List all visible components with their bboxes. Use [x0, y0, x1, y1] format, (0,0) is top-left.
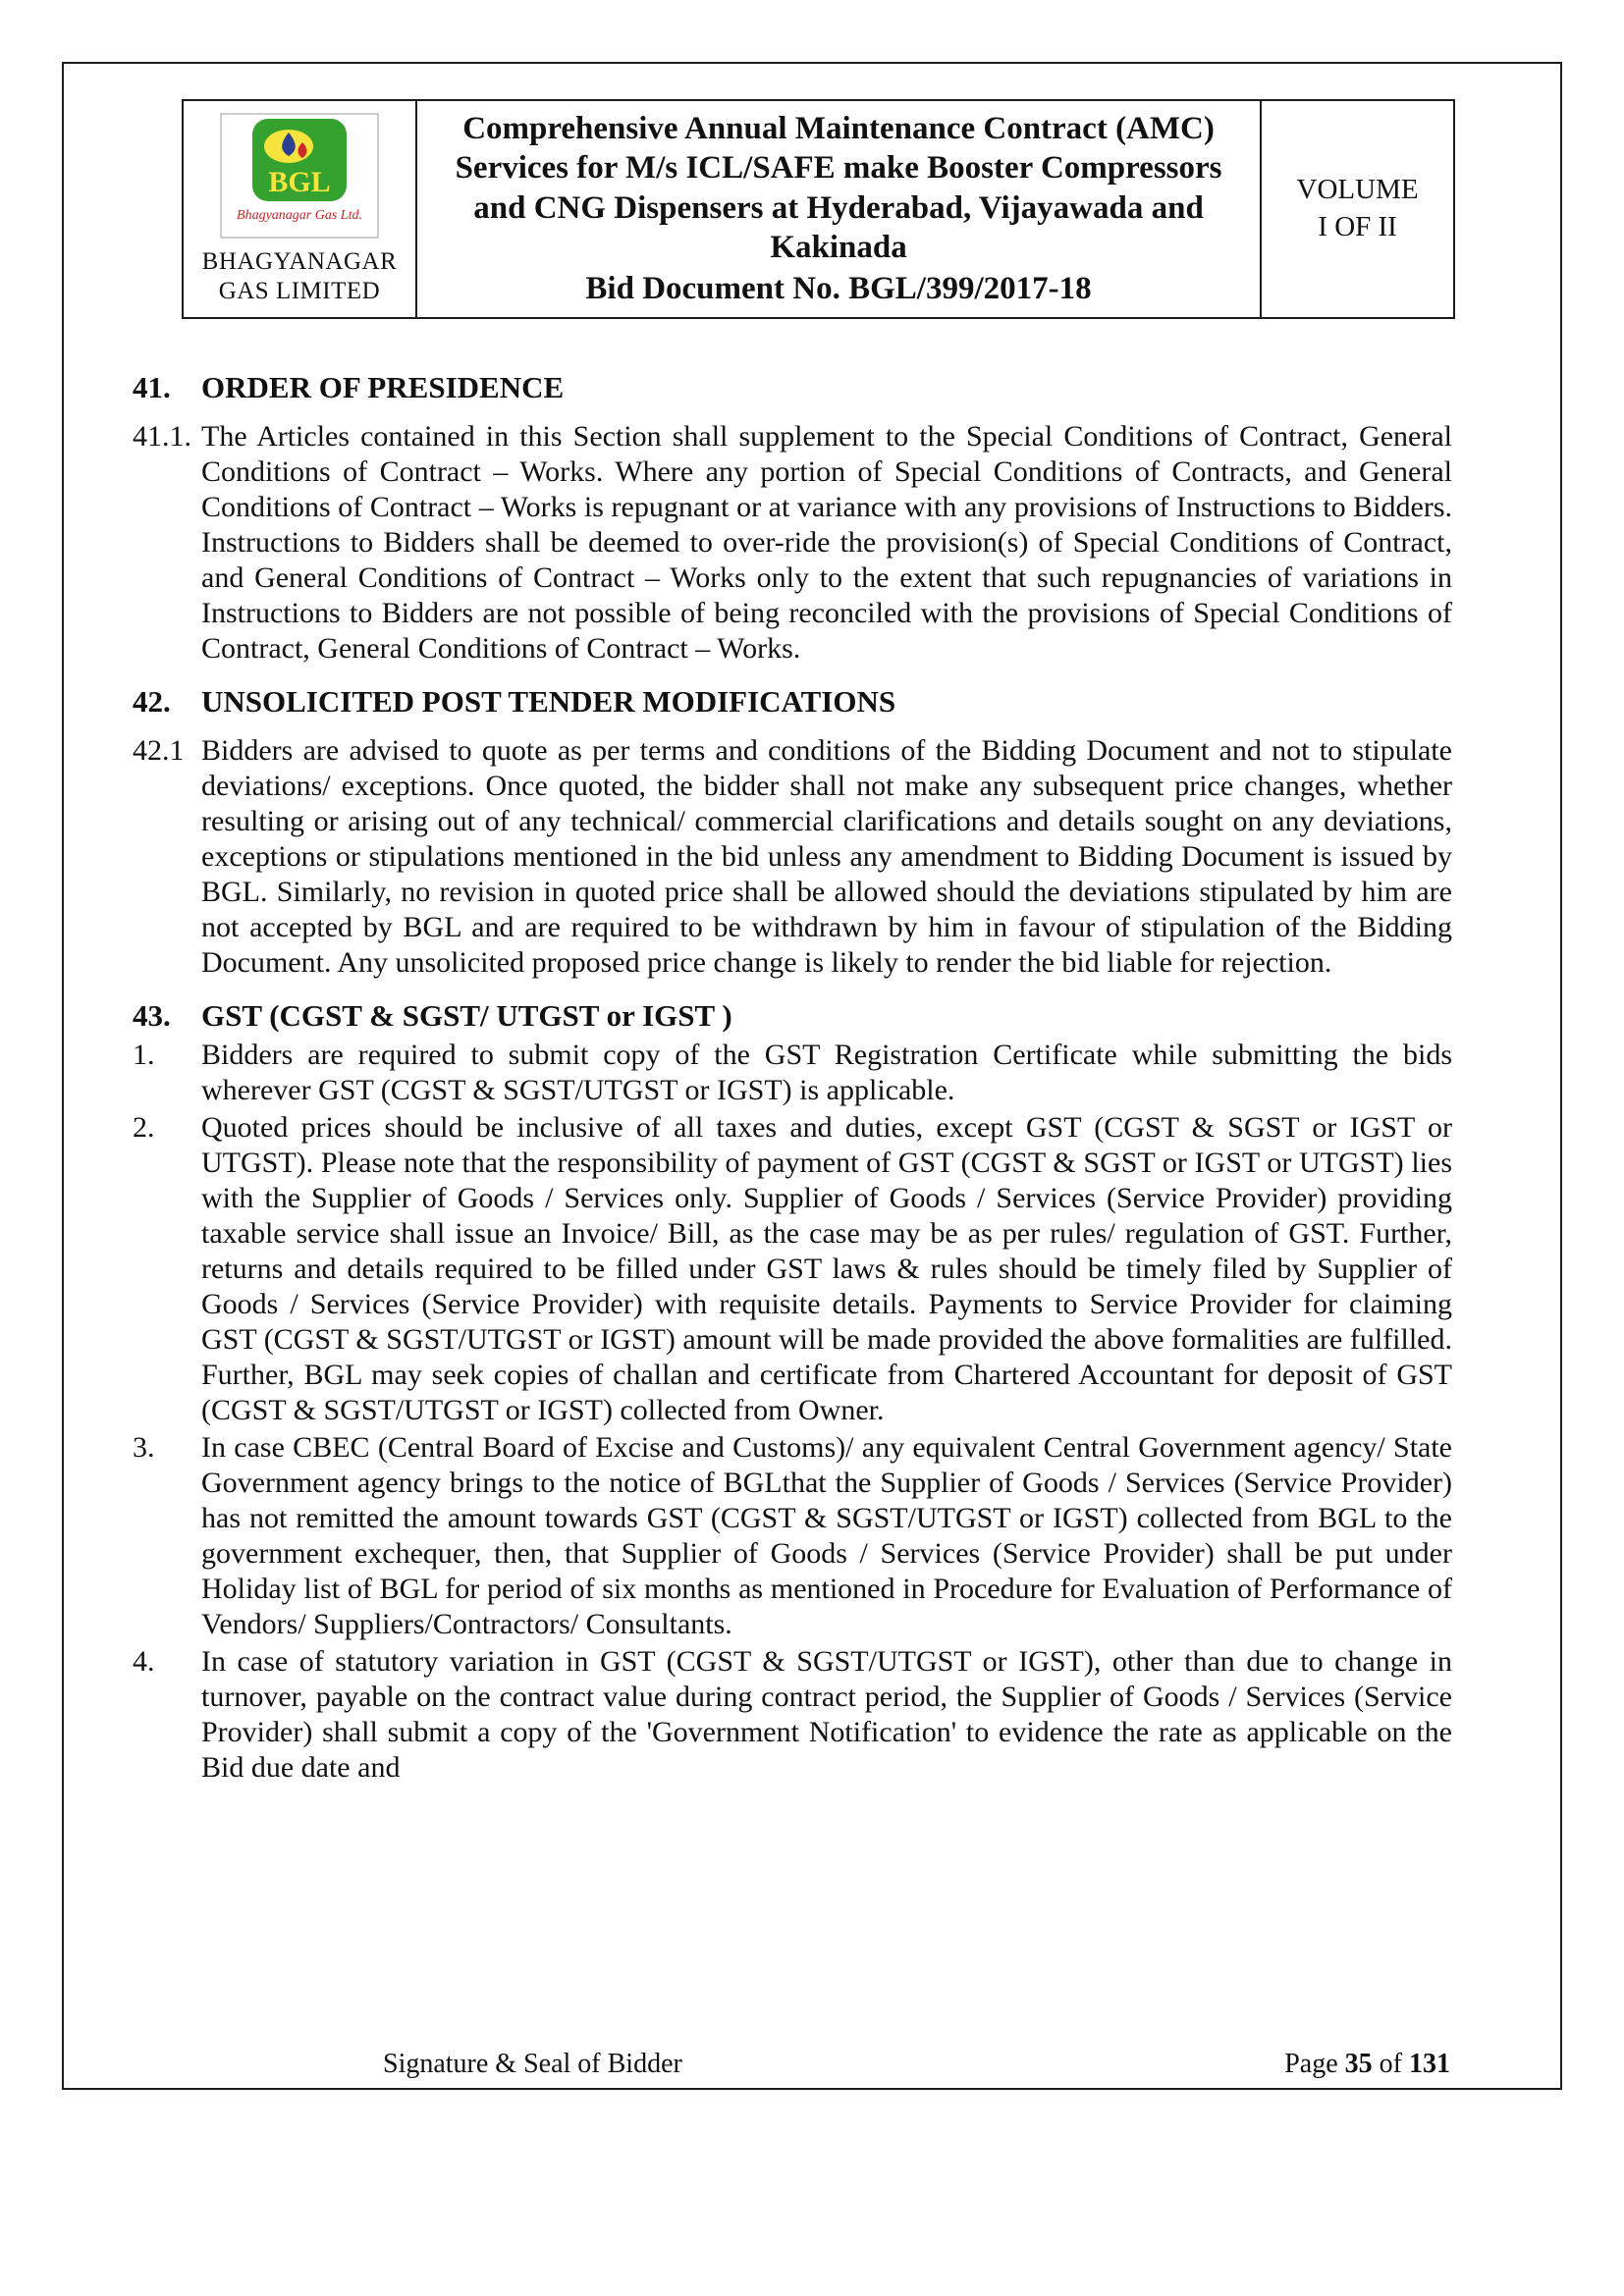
- document-title: Comprehensive Annual Maintenance Contract (AMC) Services for M/s ICL/SAFE make Booster Compressors and CNG Dispensers at Hyderabad, Vijayawada and Kakinada: [455, 111, 1222, 265]
- section-41-heading: [133, 370, 1452, 405]
- svg-text:BGL: BGL: [268, 165, 331, 198]
- clause-42-1: [133, 733, 1452, 981]
- clause-text: Bidders are required to submit copy of the GST Registration Certificate while submitting the bids wherever GST (CGST & SGST/UTGST or IGST) is applicable.: [201, 1039, 1452, 1107]
- bid-document-number: Bid Document No. BGL/399/2017-18: [585, 271, 1092, 306]
- clause-number: 4.: [133, 1645, 155, 1679]
- page-number: 35: [1344, 2049, 1373, 2079]
- svg-text:Bhagyanagar Gas Ltd.: Bhagyanagar Gas Ltd.: [236, 207, 362, 223]
- clause-text: In case CBEC (Central Board of Excise and Customs)/ any equivalent Central Government agency/ State Government agency brings to the notice of BGLthat the Supplier of Goods / Services (Service Provider) has not remitted the amount towards GST (CGST & SGST/UTGST or IGST) collected from BGL to the government exchequer, then, that Supplier of Goods / Services (Service Provider) shall be put under Holiday list of BGL for period of six months as mentioned in Procedure for Evaluation of Performance of Vendors/ Suppliers/Contractors/ Consultants.: [201, 1431, 1452, 1641]
- clause-43-item-4: [133, 1644, 1452, 1786]
- section-number: 42.: [133, 684, 171, 720]
- company-name-line2: GAS LIMITED: [218, 277, 381, 304]
- section-title: GST (CGST & SGST/ UTGST or IGST ): [201, 998, 732, 1034]
- page-of: of: [1379, 2049, 1402, 2079]
- clause-43-item-2: [133, 1110, 1452, 1428]
- title-cell: [416, 100, 1261, 318]
- company-name: [193, 247, 406, 306]
- clause-number: 2.: [133, 1111, 155, 1145]
- volume-label: VOLUME: [1296, 174, 1419, 206]
- section-number: 43.: [133, 998, 171, 1034]
- volume-cell: [1261, 100, 1454, 318]
- clause-text: Quoted prices should be inclusive of all taxes and duties, except GST (CGST & SGST or IGST or UTGST). Please note that the responsibility of payment of GST (CGST & SGST or IGST or UTGST) lies with the Supplier of Goods / Services only. Supplier of Goods / Services (Service Provider) providing taxable service shall issue an Invoice/ Bill, as the case may be as per rules/ regulation of GST. Further, returns and details required to be filled under GST laws & rules should be timely filed by Supplier of Goods / Services (Service Provider) with requisite details. Payments to Service Provider for claiming GST (CGST & SGST/UTGST or IGST) amount will be made provided the above formalities are fulfilled. Further, BGL may seek copies of challan and certificate from Chartered Accountant for deposit of GST (CGST & SGST/UTGST or IGST) collected from Owner.: [201, 1111, 1452, 1427]
- page-prefix: Page: [1284, 2049, 1338, 2079]
- page-footer: [64, 2049, 1560, 2080]
- clause-41-1: [133, 419, 1452, 667]
- section-title: UNSOLICITED POST TENDER MODIFICATIONS: [201, 684, 896, 720]
- document-body: [64, 319, 1560, 1786]
- signature-label: Signature & Seal of Bidder: [383, 2049, 682, 2079]
- clause-text: Bidders are advised to quote as per terms and conditions of the Bidding Document and not to stipulate deviations/ exceptions. Once quoted, the bidder shall not make any subsequent price changes, whether resulting or arising out of any technical/ commercial clarifications and details sought on any deviations, exceptions or stipulations mentioned in the bid unless any amendment to Bidding Document is issued by BGL. Similarly, no revision in quoted price shall be allowed should the deviations stipulated by him are not accepted by BGL and are required to be withdrawn by him in favour of stipulation of the Bidding Document. Any unsolicited proposed price change is likely to render the bid liable for rejection.: [201, 734, 1452, 980]
- volume-value: I OF II: [1318, 211, 1397, 243]
- page-total: 131: [1409, 2049, 1450, 2079]
- clause-43-item-3: [133, 1430, 1452, 1642]
- logo-cell: [183, 100, 416, 318]
- clause-43-item-1: [133, 1038, 1452, 1108]
- company-logo-icon: [220, 113, 379, 243]
- clause-number: 1.: [133, 1039, 155, 1072]
- section-42-heading: [133, 684, 1452, 720]
- page-indicator: [1284, 2049, 1450, 2080]
- page-border-frame: [62, 62, 1562, 2090]
- section-number: 41.: [133, 370, 171, 405]
- company-name-line1: BHAGYANAGAR: [201, 247, 398, 275]
- clause-text: In case of statutory variation in GST (CGST & SGST/UTGST or IGST), other than due to change in turnover, payable on the contract value during contract period, the Supplier of Goods / Services (Service Provider) shall submit a copy of the 'Government Notification' to evidence the rate as applicable on the Bid due date and: [201, 1645, 1452, 1785]
- clause-number: 42.1: [133, 734, 185, 768]
- clause-number: 41.1.: [133, 420, 191, 454]
- clause-text: The Articles contained in this Section shall supplement to the Special Conditions of Contract, General Conditions of Contract – Works. Where any portion of Special Conditions of Contracts, and General Conditions of Contract – Works is repugnant or at variance with any provisions of Instructions to Bidders. Instructions to Bidders shall be deemed to over-ride the provision(s) of Special Conditions of Contract, and General Conditions of Contract – Works only to the extent that such repugnancies of variations in Instructions to Bidders are not possible of being reconciled with the provisions of Special Conditions of Contract, General Conditions of Contract – Works.: [201, 420, 1452, 666]
- section-43-heading: [133, 998, 1452, 1034]
- document-header: [182, 99, 1455, 319]
- clause-number: 3.: [133, 1431, 155, 1465]
- section-title: ORDER OF PRESIDENCE: [201, 370, 565, 405]
